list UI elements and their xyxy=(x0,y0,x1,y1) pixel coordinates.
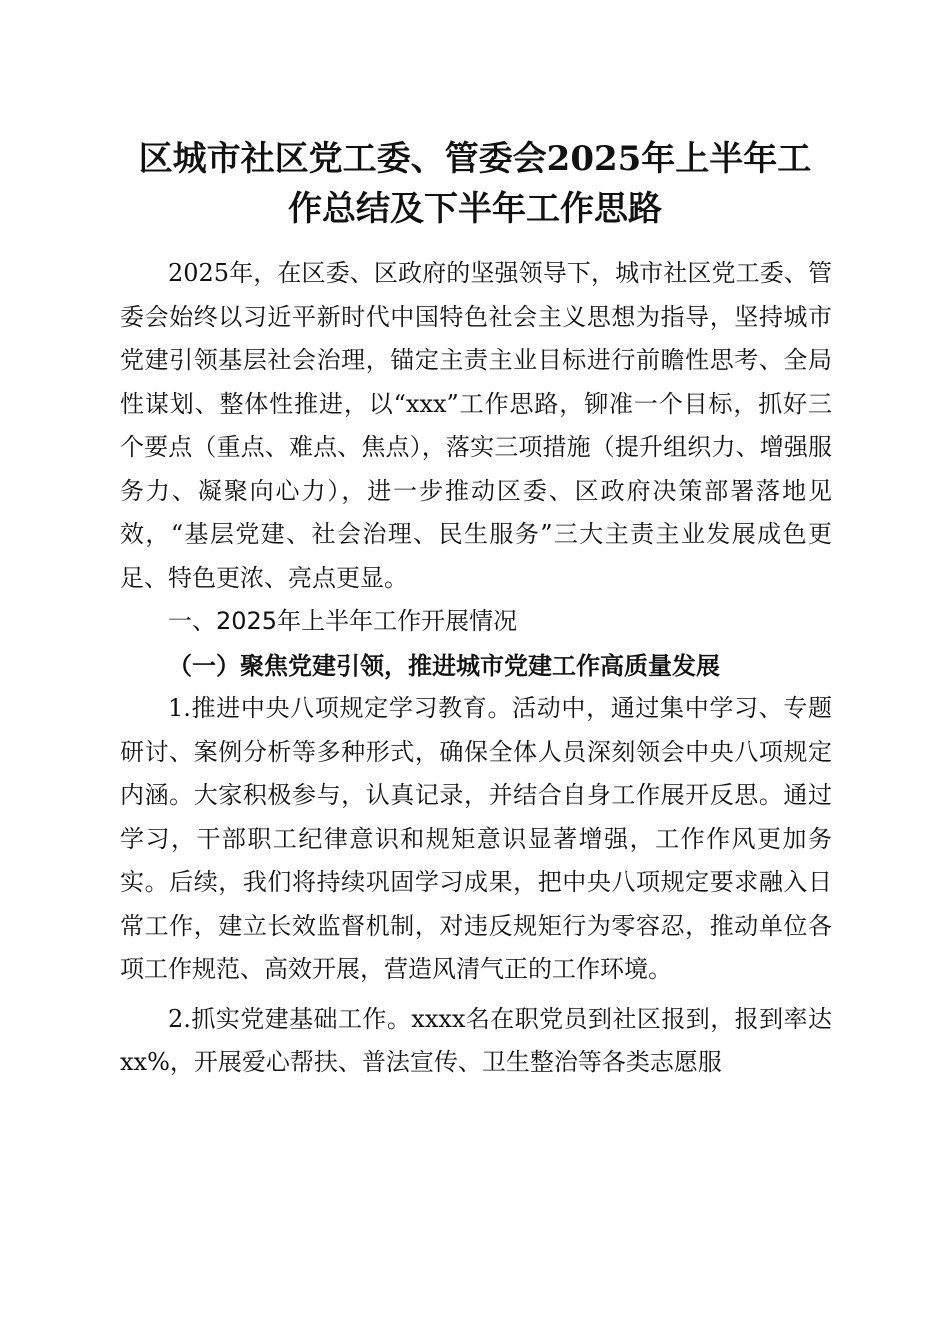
subsection-heading-1: （一）聚焦党建引领，推进城市党建工作高质量发展 xyxy=(168,650,720,680)
document-body xyxy=(120,252,832,1085)
document-title xyxy=(110,134,840,234)
section-heading-1: 一、2025年上半年工作开展情况 xyxy=(168,607,518,635)
title-line-2: 作总结及下半年工作思路 xyxy=(288,189,662,229)
title-line-1: 区城市社区党工委、管委会2025年上半年工 xyxy=(138,139,812,179)
intro-paragraph: 2025年，在区委、区政府的坚强领导下，城市社区党工委、管委会始终以习近平新时代中国特色社会主义思想为指导，坚持城市党建引领基层社会治理，锚定主责主业目标进行前瞻性思考、全局性谋划、整体性推进，以“xxx”工作思路，铆准一个目标，抓好三个要点（重点、难点、焦点），落实三项措施（提升组织力、增强服务力、凝聚向心力），进一步推动区委、区政府决策部署落地见效，“基层党建、社会治理、民生服务”三大主责主业发展成色更足、特色更浓、亮点更显。 xyxy=(120,259,832,592)
item-paragraph-2: 2.抓实党建基础工作。xxxx名在职党员到社区报到，报到率达xx%，开展爱心帮扶、普法宣传、卫生整治等各类志愿服 xyxy=(120,1004,832,1076)
item-paragraph-1: 1.推进中央八项规定学习教育。活动中，通过集中学习、专题研讨、案例分析等多种形式，确保全体人员深刻领会中央八项规定内涵。大家积极参与，认真记录，并结合自身工作展开反思。通过学习，干部职工纪律意识和规矩意识显著增强，工作作风更加务实。后续，我们将持续巩固学习成果，把中央八项规定要求融入日常工作，建立长效监督机制，对违反规矩行为零容忍，推动单位各项工作规范、高效开展，营造风清气正的工作环境。 xyxy=(120,694,832,983)
